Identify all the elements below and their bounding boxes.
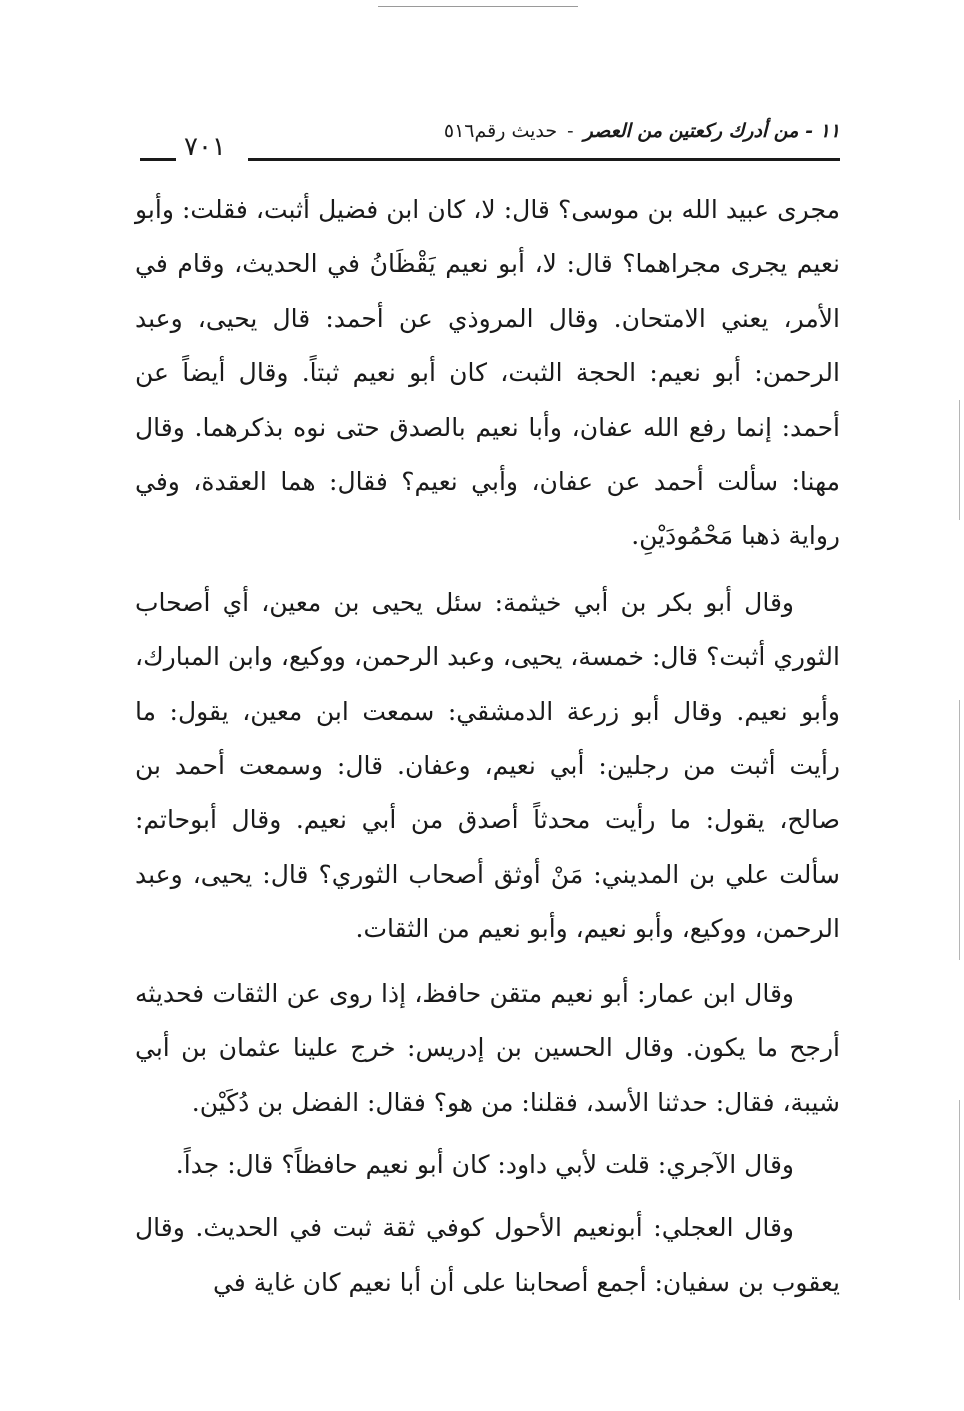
top-decorative-rule [378,6,578,7]
running-title [444,120,840,142]
paragraph-3: وقال ابن عمار: أبو نعيم متقن حافظ، إذا روى عن الثقات فحديثه أرجح ما يكون. وقال الحسين بن إدريس: خرج علينا عثمان بن أبي شيبة، فقال: حدثنا الأسد، فقلنا: من هو؟ فقال: الفضل بن دُكَيْن. [135,978,840,1117]
paragraph-5: وقال العجلي: أبونعيم الأحول كوفي ثقة ثبت في الحديث. وقال يعقوب بن سفيان: أجمع أصحابنا على أن أبا نعيم كان غاية في [135,1213,840,1297]
scan-gutter-mark [959,700,960,960]
paragraph-4: وقال الآجري: قلت لأبي داود: كان أبو نعيم حافظاً؟ قال: جداً. [175,1149,794,1179]
title-separator: - [567,120,574,142]
scan-gutter-mark [959,400,960,520]
header-rule [248,158,840,161]
hadith-reference: حديث رقم٥١٦ [443,120,558,142]
paragraph-2: وقال أبو بكر بن أبي خيثمة: سئل يحيى بن معين، أي أصحاب الثوري أثبت؟ قال: خمسة، يحيى، وعبد الرحمن، ووكيع، وابن المبارك، وأبو نعيم. وقال أبو زرعة الدمشقي: سمعت ابن معين، يقول: ما رأيت أثبت من رجلين: أبي نعيم، وعفان. قال: وسمعت أحمد بن صالح، يقول: ما رأيت محدثاً أصدق من أبي نعيم. وقال أبوحاتم: سألت علي بن المديني: مَنْ أوثق أصحاب الثوري؟ قال: يحيى، وعبد الرحمن، ووكيع، وأبو نعيم، وأبو نعيم من الثقات. [135,587,840,944]
scan-gutter-mark [959,1100,960,1300]
paragraph-1: مجرى عبيد الله بن موسى؟ قال: لا، كان ابن فضيل أثبت، فقلت: وأبو نعيم يجرى مجراهما؟ قال: لا، أبو نعيم يَقْظَانُ في الحديث، وقام في الأمر، يعني الامتحان. وقال المروذي عن أحمد: قال يحيى، وعبد الرحمن: أبو نعيم: الحجة الثبت، كان أبو نعيم ثبتاً. وقال أيضاً عن أحمد: إنما رفع الله عفان، وأبا نعيم بالصدق حتى نوه بذكرهما. وقال مهنا: سألت أحمد عن عفان، وأبي نعيم؟ فقال: هما العقدة، وفي رواية ذهبا مَحْمُودَيْنِ. [135,195,840,551]
running-header [140,118,840,170]
chapter-title: ١١ - من أدرك ركعتين من العصر [583,120,840,142]
body-text [135,183,840,1310]
page-number: ٧٠١ [184,132,226,162]
page-number-underline [140,158,176,161]
